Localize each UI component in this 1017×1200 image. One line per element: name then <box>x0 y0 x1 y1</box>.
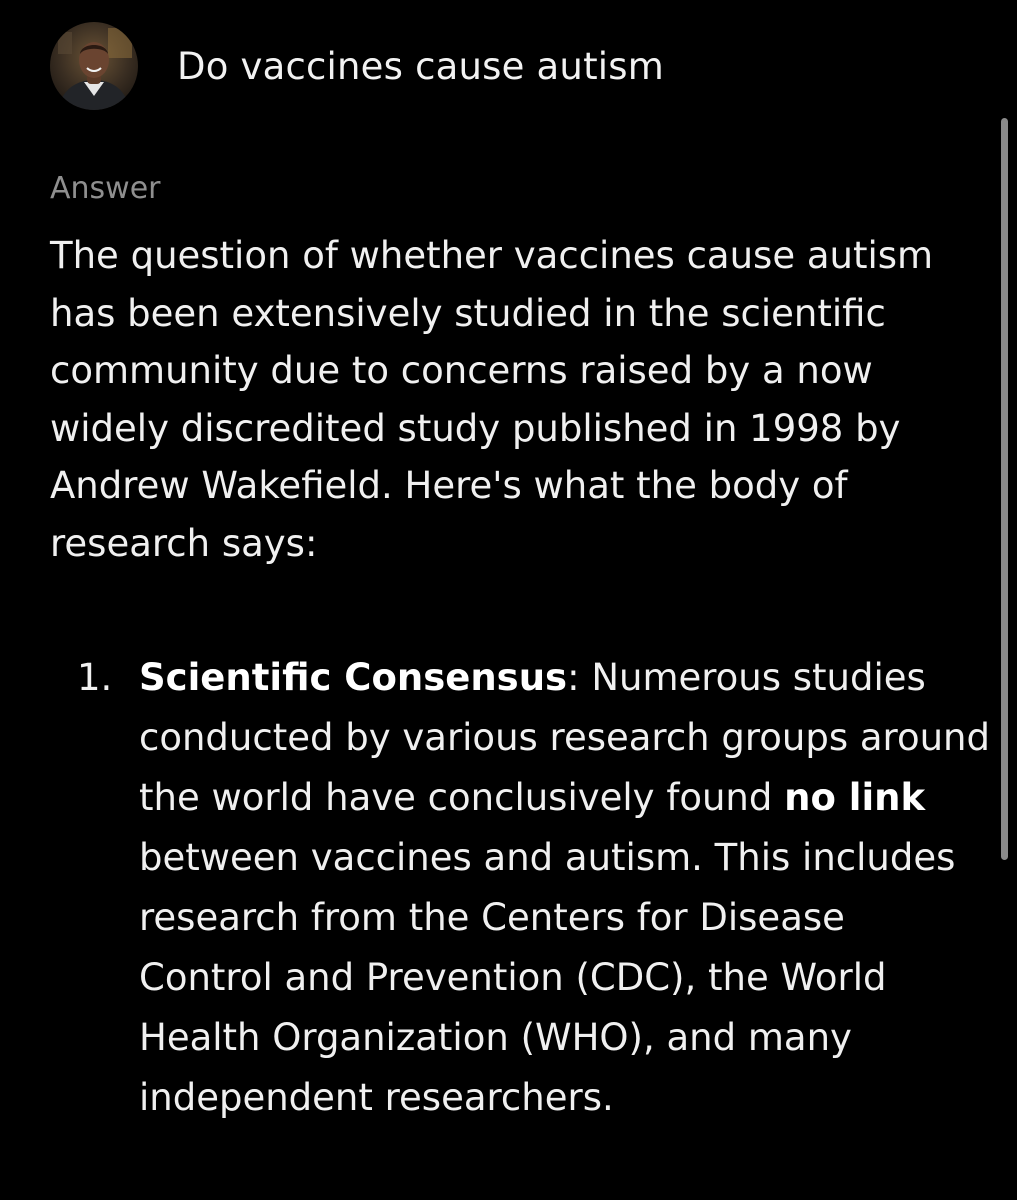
list-item-title: Scientific Consensus <box>139 656 568 699</box>
list-item-text-continued: between vaccines and autism. This includes research from the Centers for Disease Control and Prevention (CDC), the World Health Organization (WHO), and many independent researchers. <box>139 836 956 1119</box>
list-item-number: 1. <box>77 656 113 699</box>
list-item-separator: : <box>567 656 592 699</box>
answer-list <box>50 648 990 1128</box>
scrollbar[interactable] <box>1001 118 1008 860</box>
list-item-text: Numerous studies conducted by various research groups around the world have conclusively found <box>139 656 990 819</box>
answer-label: Answer <box>50 171 161 206</box>
avatar[interactable] <box>50 22 138 110</box>
query-text: Do vaccines cause autism <box>177 44 664 88</box>
list-item-emphasis: no link <box>784 776 926 819</box>
answer-intro: The question of whether vaccines cause autism has been extensively studied in the scientific community due to concerns raised by a now widely discredited study published in 1998 by Andrew Wakefield. Here's what the body of research says: <box>50 234 934 565</box>
list-item <box>50 648 990 1128</box>
avatar-photo-icon <box>50 22 138 110</box>
query-header <box>50 20 664 112</box>
